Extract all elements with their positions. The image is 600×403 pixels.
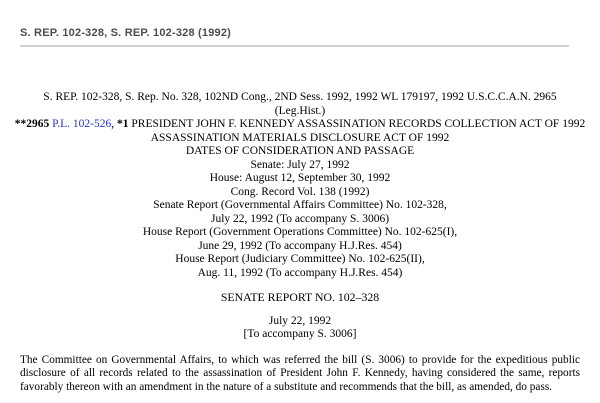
- act-title: PRESIDENT JOHN F. KENNEDY ASSASSINATION RECORDS COLLECTION ACT OF 1992: [131, 118, 586, 130]
- document-header-title: S. REP. 102-328, S. REP. 102-328 (1992): [20, 27, 232, 39]
- citation-line: Senate: July 27, 1992: [250, 158, 350, 171]
- citation-line: Cong. Record Vol. 138 (1992): [230, 185, 370, 198]
- report-dates-block: [0, 315, 600, 342]
- citation-block: [0, 91, 600, 280]
- separator-text: ,: [111, 118, 118, 130]
- citation-line: Aug. 11, 1992 (To accompany H.J.Res. 454): [197, 266, 403, 279]
- citation-line: House: August 12, September 30, 1992: [209, 172, 391, 184]
- public-law-link[interactable]: P.L. 102-526: [52, 118, 112, 130]
- report-date: July 22, 1992: [268, 314, 332, 327]
- citation-line: July 22, 1992 (To accompany S. 3006): [210, 212, 390, 225]
- star-page-number: **2965: [14, 118, 50, 130]
- pin-cite: *1: [117, 118, 129, 130]
- citation-leghist: (Leg.Hist.): [274, 104, 326, 117]
- citation-line: June 29, 1992 (To accompany H.J.Res. 454): [198, 239, 402, 252]
- citation-line: House Report (Judiciary Committee) No. 102-625(II),: [175, 253, 425, 265]
- citation-line: Senate Report (Governmental Affairs Committee) No. 102-328,: [153, 199, 447, 211]
- citation-line: House Report (Government Operations Committee) No. 102-625(I),: [142, 226, 458, 238]
- document-header: [0, 0, 600, 39]
- citation-line: DATES OF CONSIDERATION AND PASSAGE: [185, 145, 415, 157]
- report-heading: SENATE REPORT NO. 102–328: [220, 290, 380, 304]
- act-title-line: [0, 118, 600, 132]
- header-divider: [20, 45, 569, 47]
- citation-line: ASSASSINATION MATERIALS DISCLOSURE ACT OF 1992: [150, 131, 450, 144]
- report-accompany: [To accompany S. 3006]: [243, 328, 357, 340]
- committee-paragraph: The Committee on Governmental Affairs, to which was referred the bill (S. 3006) to provide for the expeditious public disclosure of all records related to the assassination of President John F. Kennedy, having considered the same, reports favorably thereon with an amendment in the nature of a substitute and recommends that the bill, as amended, do pass.: [20, 353, 580, 393]
- citation-line-full: S. REP. 102-328, S. Rep. No. 328, 102ND Cong., 2ND Sess. 1992, 1992 WL 179197, 1992 U.S.C.C.A.N. 2965: [43, 91, 557, 103]
